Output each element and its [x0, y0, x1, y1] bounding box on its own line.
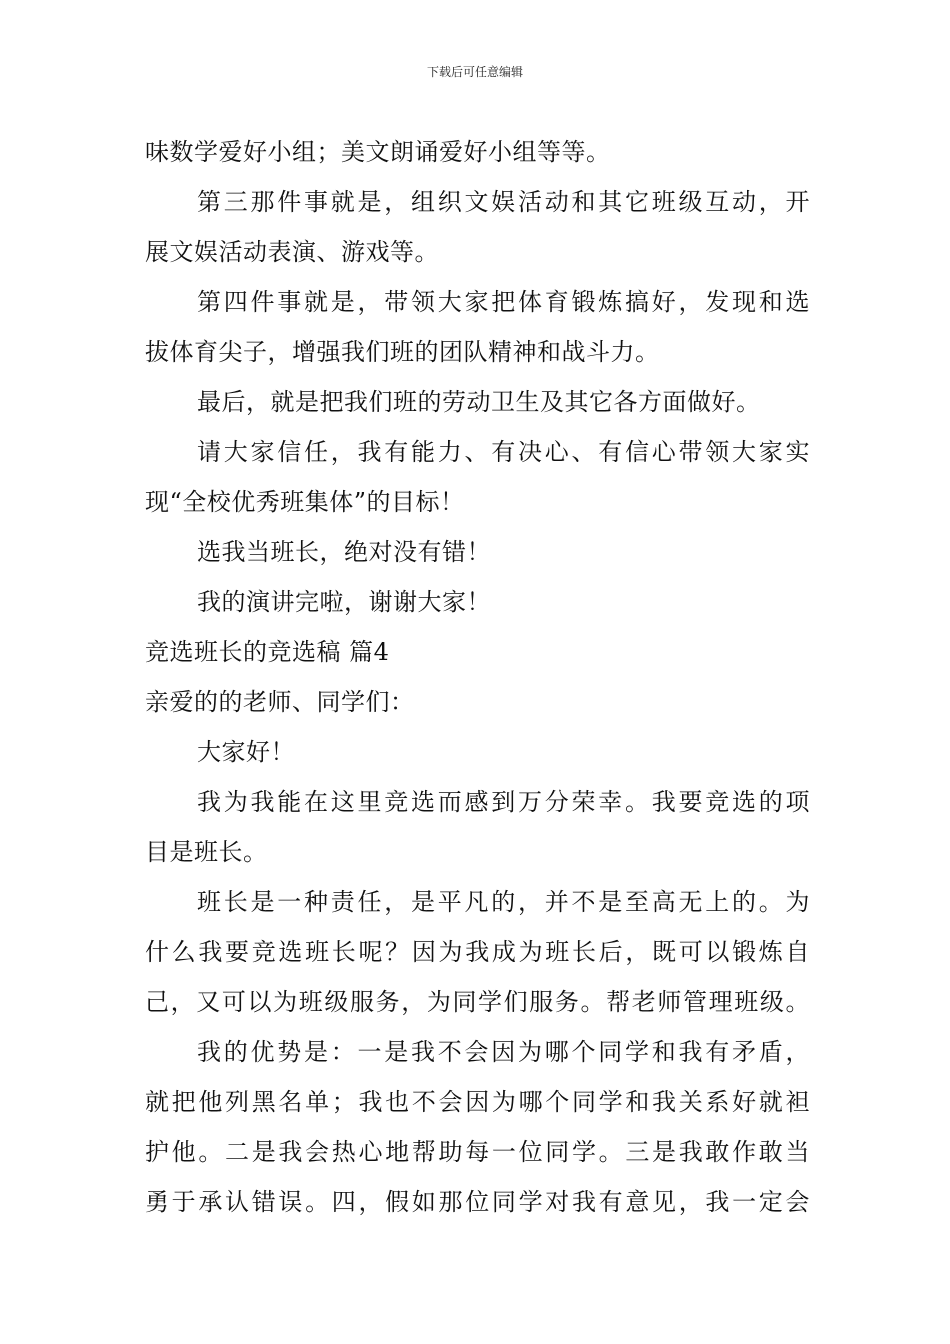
- text-line: 我的演讲完啦，谢谢大家！: [197, 588, 491, 616]
- text-line: 最后，就是把我们班的劳动卫生及其它各方面做好。: [197, 388, 761, 416]
- text-line: 什么我要竞选班长呢？因为我成为班长后，既可以锻炼自: [145, 938, 810, 966]
- section-heading: 竞选班长的竞选稿 篇4: [145, 638, 390, 666]
- text-line: 目是班长。: [145, 838, 268, 866]
- text-line: 味数学爱好小组；美文朗诵爱好小组等等。: [145, 138, 611, 166]
- text-line: 第三那件事就是，组织文娱活动和其它班级互动，开: [197, 188, 810, 216]
- text-line: 现“全校优秀班集体”的目标！: [145, 488, 465, 516]
- text-line: 班长是一种责任，是平凡的，并不是至高无上的。为: [197, 888, 810, 916]
- text-line: 选我当班长，绝对没有错！: [197, 538, 491, 566]
- text-line: 展文娱活动表演、游戏等。: [145, 238, 439, 266]
- greeting: 大家好！: [197, 738, 295, 766]
- text-line: 请大家信任，我有能力、有决心、有信心带领大家实: [197, 438, 810, 466]
- text-line: 我的优势是：一是我不会因为哪个同学和我有矛盾，: [197, 1038, 810, 1066]
- text-line: 护他。二是我会热心地帮助每一位同学。三是我敢作敢当: [145, 1138, 810, 1166]
- salutation: 亲爱的的老师、同学们：: [145, 688, 415, 716]
- page-header-note: 下载后可任意编辑: [426, 65, 523, 79]
- text-line: 就把他列黑名单；我也不会因为哪个同学和我关系好就袒: [145, 1088, 810, 1116]
- text-line: 第四件事就是，带领大家把体育锻炼搞好，发现和选: [197, 288, 810, 316]
- text-line: 我为我能在这里竞选而感到万分荣幸。我要竞选的项: [197, 788, 810, 816]
- text-line: 勇于承认错误。四，假如那位同学对我有意见，我一定会: [145, 1188, 810, 1216]
- document-body: [145, 127, 810, 1227]
- text-line: 拔体育尖子，增强我们班的团队精神和战斗力。: [145, 338, 660, 366]
- text-line: 己，又可以为班级服务，为同学们服务。帮老师管理班级。: [145, 988, 810, 1016]
